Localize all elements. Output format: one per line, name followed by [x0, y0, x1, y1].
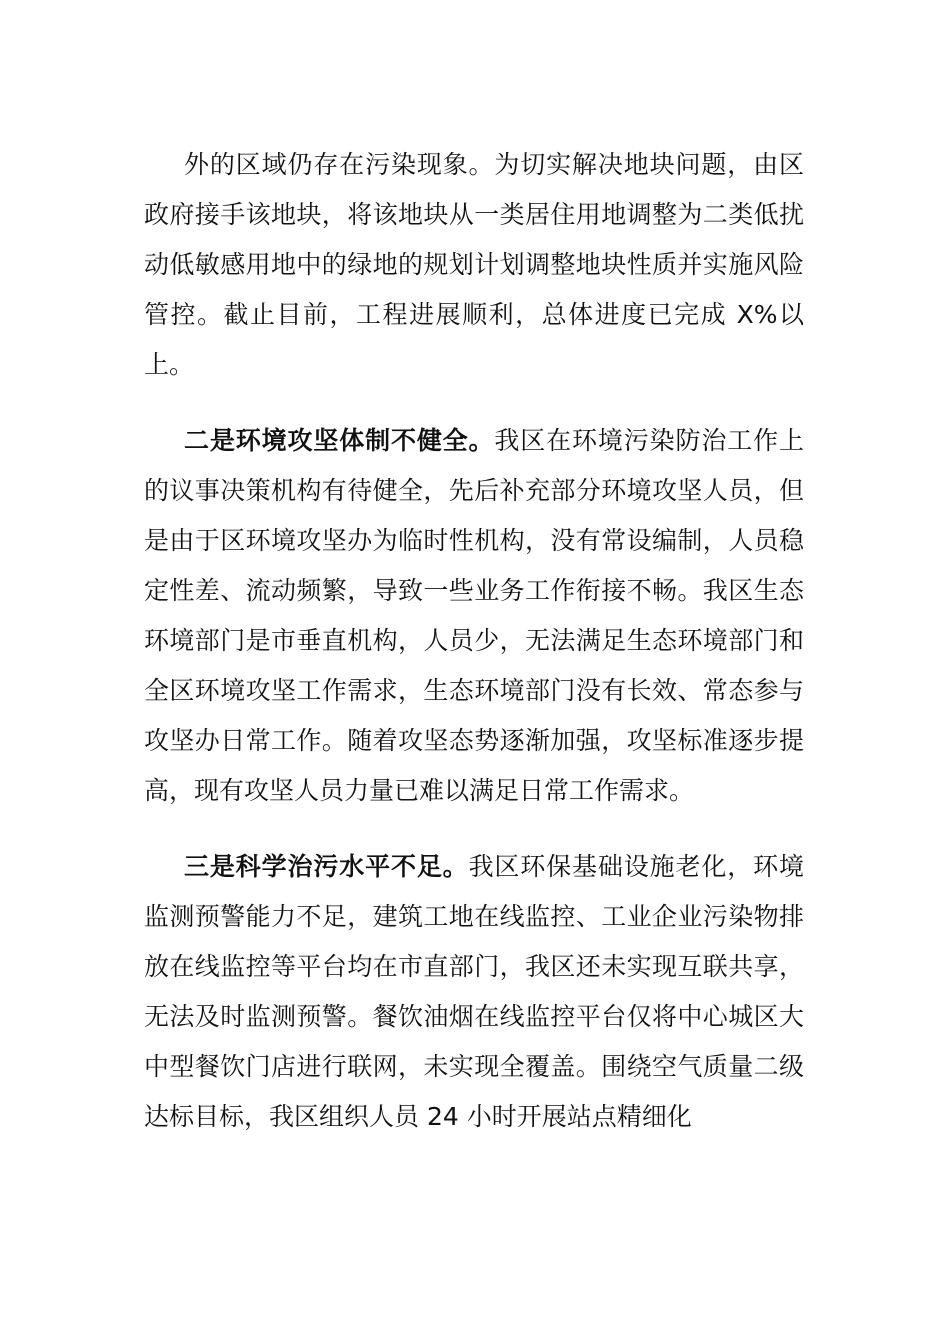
paragraph-3-heading: 三是科学治污水平不足。: [184, 852, 469, 881]
paragraph-3-text: 我区环保基础设施老化，环境监测预警能力不足，建筑工地在线监控、工业企业污染物排放在线监控等平台均在市直部门，我区还未实现互联共享，无法及时监测预警。餐饮油烟在线监控平台仅将中心城区大中型餐饮门店进行联网，未实现全覆盖。围绕空气质量二级达标目标，我区组织人员 24 小时开展站点精细化: [144, 852, 804, 1131]
paragraph-2-text: 我区在环境污染防治工作上的议事决策机构有待健全，先后补充部分环境攻坚人员，但是由于区环境攻坚办为临时性机构，没有常设编制，人员稳定性差、流动频繁，导致一些业务工作衔接不畅。我区生态环境部门是市垂直机构，人员少，无法满足生态环境部门和全区环境攻坚工作需求，生态环境部门没有长效、常态参与攻坚办日常工作。随着攻坚态势逐渐加强，攻坚标准逐步提高，现有攻坚人员力量已难以满足日常工作需求。: [144, 426, 804, 805]
paragraph-2-heading: 二是环境攻坚体制不健全。: [184, 426, 495, 455]
paragraph-1: [144, 140, 804, 390]
paragraph-2: [144, 416, 804, 816]
paragraph-1-text: 外的区域仍存在污染现象。为切实解决地块问题，由区政府接手该地块，将该地块从一类居住用地调整为二类低扰动低敏感用地中的绿地的规划计划调整地块性质并实施风险管控。截止目前，工程进展顺利，总体进度已完成 X%以上。: [144, 150, 804, 379]
paragraph-3: [144, 842, 804, 1142]
document-page: [144, 140, 804, 1168]
